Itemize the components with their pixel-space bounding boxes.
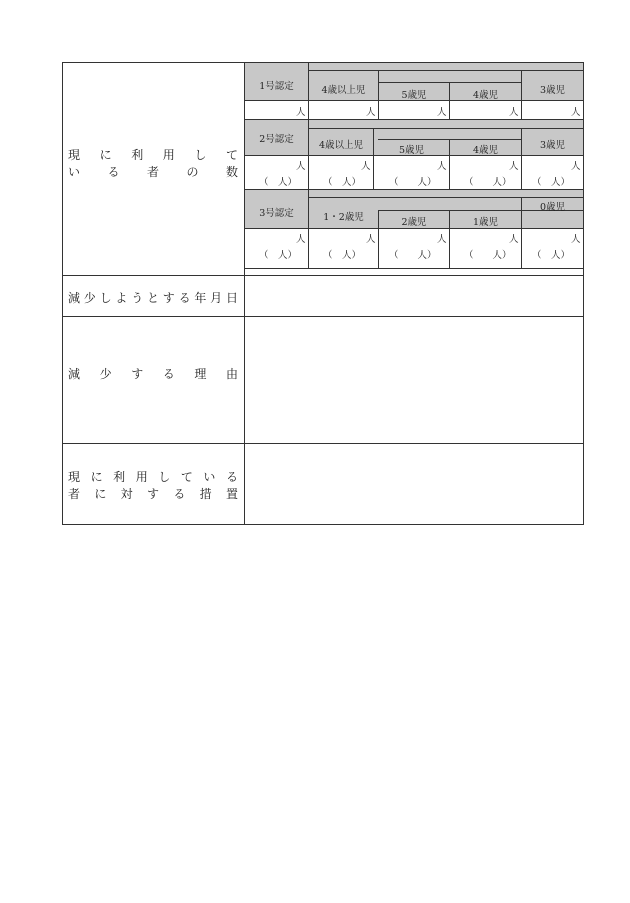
group-3-subunit-e: （ 人） <box>532 250 571 261</box>
group-2-subunit-c: （ 人） <box>389 177 437 188</box>
group-2-unit-d: 人 <box>509 161 519 172</box>
group-1-unit-e: 人 <box>571 107 581 118</box>
group-3-subunit-c: （ 人） <box>389 250 437 261</box>
label-current-users-line2: い る 者 の 数 <box>68 165 238 179</box>
group-3-cert-label: 3号認定 <box>259 208 294 219</box>
group-2-cert-label: 2号認定 <box>259 134 294 145</box>
group-2-topband-line <box>309 128 584 129</box>
group-3-unit-e: 人 <box>571 234 581 245</box>
group-1-unit-a: 人 <box>296 107 306 118</box>
group-2-subunit-b: （ 人） <box>323 177 362 188</box>
reduce-date-field[interactable] <box>245 276 583 316</box>
group-2-unit-a: 人 <box>296 161 306 172</box>
group-3-unit-b: 人 <box>366 234 376 245</box>
group-3-topband-line <box>309 197 584 198</box>
group-3-col-c: 2歳児 <box>401 217 427 228</box>
group-1-cert-label: 1号認定 <box>259 81 294 92</box>
group-3-bottom <box>244 268 584 269</box>
reason-field[interactable] <box>245 317 583 443</box>
group-2-col-e: 3歳児 <box>539 140 566 151</box>
group-3-col-d: 1歳児 <box>472 217 499 228</box>
group-2-subunit-d: （ 人） <box>464 177 512 188</box>
group-2-unit-c: 人 <box>437 161 447 172</box>
group-3-header-bottom <box>244 228 584 229</box>
group-1-col-e: 3歳児 <box>539 85 566 96</box>
label-reason: 減 少 す る 理 由 <box>68 367 238 381</box>
label-current-users-line1: 現 に 利 用 し て <box>68 148 238 162</box>
group-1-unit-d: 人 <box>509 107 519 118</box>
label-measures-line2: 者に対する措置 <box>68 487 238 501</box>
group-2-vline-a <box>308 120 309 189</box>
group-2-subunit-a: （ 人） <box>259 177 298 188</box>
group-2-col-b: 4歳以上児 <box>318 140 364 151</box>
group-3-subunit-d: （ 人） <box>464 250 512 261</box>
group-2-vline-b <box>373 128 374 189</box>
measures-field[interactable] <box>245 444 583 524</box>
group-3-unit-d: 人 <box>509 234 519 245</box>
group-2-col-d: 4歳児 <box>472 145 499 156</box>
group-1-topband-line <box>309 70 584 71</box>
group-1-unit-b: 人 <box>366 107 376 118</box>
group-2-unit-b: 人 <box>361 161 371 172</box>
group-3-subunit-b: （ 人） <box>323 250 362 261</box>
group-2-unit-e: 人 <box>571 161 581 172</box>
group-1-col-b: 4歳以上児 <box>321 85 366 96</box>
group-1-col-d: 4歳児 <box>472 90 499 101</box>
group-3-unit-c: 人 <box>437 234 447 245</box>
group-2-col-c: 5歳児 <box>398 145 425 156</box>
group-3-col-b: 1・2歳児 <box>323 212 364 223</box>
label-reduce-date: 減少しようとする年月日 <box>68 291 238 305</box>
group-3-col-e: 0歳児 <box>539 202 566 213</box>
group-1-unit-c: 人 <box>437 107 447 118</box>
group-3-unit-a: 人 <box>296 234 306 245</box>
group-3-subunit-a: （ 人） <box>259 250 298 261</box>
group-1-col-c: 5歳児 <box>401 90 427 101</box>
group-3-vline-a <box>308 190 309 268</box>
group-3-inner-line <box>378 210 521 211</box>
group-2-subunit-e: （ 人） <box>532 177 571 188</box>
label-measures-line1: 現に利用している <box>68 470 238 484</box>
